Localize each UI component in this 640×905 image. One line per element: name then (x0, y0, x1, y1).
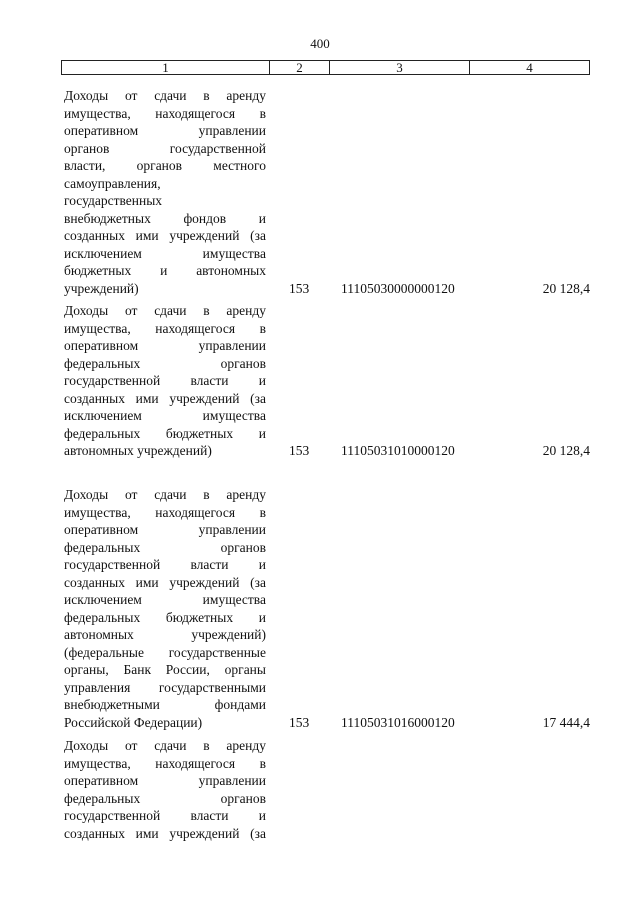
description-word: органов (220, 355, 266, 371)
description-word: органов (64, 140, 110, 156)
description-word: находящегося (155, 105, 236, 121)
description-word: (за (250, 825, 266, 841)
description-word: органы (224, 662, 266, 677)
description-word: от (124, 303, 138, 318)
description-line (64, 486, 266, 504)
description-line (64, 337, 266, 355)
description-word: и (258, 808, 266, 823)
description-word: и (160, 263, 168, 278)
description-line (64, 262, 266, 280)
description-word: внебюджетных (64, 210, 151, 226)
table-row (64, 87, 590, 297)
description-word: управлении (198, 123, 266, 138)
description-line (64, 772, 266, 790)
description-line (64, 192, 266, 210)
description-line (64, 245, 266, 263)
description-word: учреждений (169, 825, 240, 841)
description-word: ими (135, 825, 159, 841)
description-line (64, 661, 266, 679)
description-word: оперативном (64, 123, 139, 138)
description-line (64, 609, 266, 627)
description-word: в (203, 303, 210, 318)
description-line (64, 737, 266, 755)
description-word: автономных (196, 263, 266, 278)
row-code: 153 (289, 714, 310, 730)
row-values (64, 442, 590, 460)
description-word: федеральных (64, 790, 141, 806)
description-word: учреждений (169, 574, 240, 590)
description-word: федеральных (64, 539, 141, 555)
description-word: государственной (64, 373, 161, 388)
description-word: государственной (169, 140, 266, 156)
description-word: государственной (64, 557, 161, 572)
description-word: сдачи (154, 88, 187, 103)
description-word: сдачи (154, 487, 187, 502)
description-word: оперативном (64, 773, 139, 788)
description-word: власти, (64, 158, 106, 173)
row-values (64, 280, 590, 298)
description-word: находящегося (155, 320, 236, 336)
description-line (64, 175, 266, 193)
description-line (64, 227, 266, 245)
description-word: Банк (123, 662, 152, 677)
table-row (64, 737, 590, 842)
description-word: управлении (198, 338, 266, 353)
description-word: государственных (64, 193, 163, 208)
row-amount: 20 128,4 (542, 443, 590, 458)
row-kbk: 11105030000000120 (341, 280, 455, 296)
table-row (64, 302, 590, 460)
description-word: созданных (64, 574, 125, 590)
description-word: ими (135, 574, 159, 590)
header-col-3: 3 (330, 61, 470, 74)
description-word: исключением (64, 592, 142, 607)
description-line (64, 122, 266, 140)
description-line (64, 425, 266, 443)
description-line (64, 556, 266, 574)
description-word: имущества, (64, 320, 131, 336)
description-word: и (258, 210, 266, 226)
description-word: (за (250, 228, 266, 243)
description-word: в (259, 320, 266, 336)
description-word: сдачи (154, 738, 187, 753)
description-word: Доходы (64, 738, 109, 753)
description-word: бюджетных (165, 609, 234, 625)
description-word: оперативном (64, 522, 139, 537)
description-word: аренду (226, 738, 266, 753)
description-word: и (258, 557, 266, 572)
row-code: 153 (289, 280, 310, 296)
description-word: имущества, (64, 105, 131, 121)
description-line (64, 679, 266, 697)
description-word: сдачи (154, 303, 187, 318)
description-line (64, 591, 266, 609)
description-word: учреждений (169, 228, 240, 243)
description-word: фондов (183, 210, 227, 226)
description-word: федеральных (64, 425, 141, 441)
description-word: аренду (226, 303, 266, 318)
description-word: федеральных (64, 355, 141, 371)
description-word: автономных (64, 627, 134, 642)
description-word: самоуправления, (64, 175, 161, 191)
description-word: исключением (64, 408, 142, 423)
description-word: в (259, 105, 266, 121)
description-line (64, 696, 266, 714)
description-word: власти (190, 557, 229, 572)
description-word: управления (64, 679, 131, 695)
description-word: от (124, 88, 138, 103)
description-word: бюджетных (64, 263, 132, 278)
description-word: государственной (64, 808, 161, 823)
row-amount: 17 444,4 (542, 714, 590, 730)
description-word: органов (136, 158, 183, 173)
description-word: бюджетных (165, 425, 234, 441)
description-word: аренду (226, 88, 266, 103)
page-number: 400 (310, 36, 330, 51)
description-word: находящегося (155, 755, 236, 771)
description-word: аренду (226, 487, 266, 502)
row-amount: 20 128,4 (542, 280, 590, 296)
table-row (64, 486, 590, 731)
description-line (64, 320, 266, 338)
description-word: учреждений (169, 390, 240, 406)
description-word: имущества, (64, 504, 131, 520)
description-line (64, 790, 266, 808)
description-word: органов (220, 790, 266, 806)
description-word: Российской Федерации) (64, 714, 203, 730)
description-word: в (203, 738, 210, 753)
description-word: созданных (64, 390, 125, 406)
description-line (64, 157, 266, 175)
description-word: ими (135, 228, 159, 243)
description-line (64, 355, 266, 373)
description-line (64, 755, 266, 773)
table-header-row (61, 60, 590, 75)
description-line (64, 504, 266, 522)
description-line (64, 644, 266, 662)
description-line (64, 105, 266, 123)
row-kbk: 11105031010000120 (341, 443, 455, 458)
description-word: от (124, 738, 138, 753)
description-line (64, 140, 266, 158)
description-word: власти (190, 373, 229, 388)
description-line (64, 539, 266, 557)
description-word: имущества (202, 245, 266, 261)
description-word: оперативном (64, 338, 139, 353)
description-line (64, 807, 266, 825)
description-word: учреждений) (64, 280, 139, 296)
description-word: и (258, 425, 266, 441)
description-word: России, (165, 662, 210, 677)
description-line (64, 574, 266, 592)
description-line (64, 302, 266, 320)
header-col-4: 4 (526, 60, 533, 75)
header-col-2: 2 (270, 61, 330, 74)
description-word: и (258, 373, 266, 388)
description-word: Доходы (64, 487, 109, 502)
description-word: исключением (64, 245, 142, 261)
row-description (64, 87, 266, 297)
row-description (64, 302, 266, 460)
description-line (64, 372, 266, 390)
description-word: (за (250, 390, 266, 406)
description-line (64, 390, 266, 408)
description-word: управлении (198, 522, 266, 537)
description-line (64, 626, 266, 644)
description-line (64, 407, 266, 425)
description-word: органов (220, 539, 266, 555)
description-word: внебюджетными (64, 697, 160, 712)
description-line (64, 521, 266, 539)
description-word: власти (190, 808, 229, 823)
description-word: органы, (64, 662, 109, 677)
description-word: ими (135, 390, 159, 406)
row-kbk: 11105031016000120 (341, 714, 455, 730)
row-description (64, 486, 266, 731)
description-word: находящегося (155, 504, 236, 520)
description-line (64, 825, 266, 843)
description-word: и (258, 609, 266, 625)
description-word: местного (213, 158, 266, 173)
description-word: созданных (64, 228, 125, 243)
description-word: (за (250, 574, 266, 590)
description-word: Доходы (64, 303, 109, 318)
description-word: управлении (198, 773, 266, 788)
description-word: в (203, 88, 210, 103)
row-description (64, 737, 266, 842)
description-word: Доходы (64, 88, 109, 103)
row-code: 153 (289, 443, 310, 458)
description-word: в (259, 755, 266, 771)
description-word: автономных учреждений) (64, 443, 212, 458)
description-word: имущества (202, 408, 266, 423)
description-word: имущества, (64, 755, 131, 771)
description-word: в (203, 487, 210, 502)
description-word: фондами (214, 697, 266, 712)
description-word: от (124, 487, 138, 502)
row-values (64, 714, 590, 732)
description-word: государственные (168, 644, 266, 660)
description-line (64, 87, 266, 105)
description-word: федеральных (64, 609, 141, 625)
description-line (64, 210, 266, 228)
description-word: государственными (158, 679, 266, 695)
description-word: созданных (64, 825, 125, 841)
description-word: в (259, 504, 266, 520)
description-word: имущества (202, 592, 266, 607)
description-word: (федеральные (64, 644, 144, 660)
header-col-1: 1 (62, 61, 270, 74)
description-word: учреждений) (191, 627, 266, 642)
